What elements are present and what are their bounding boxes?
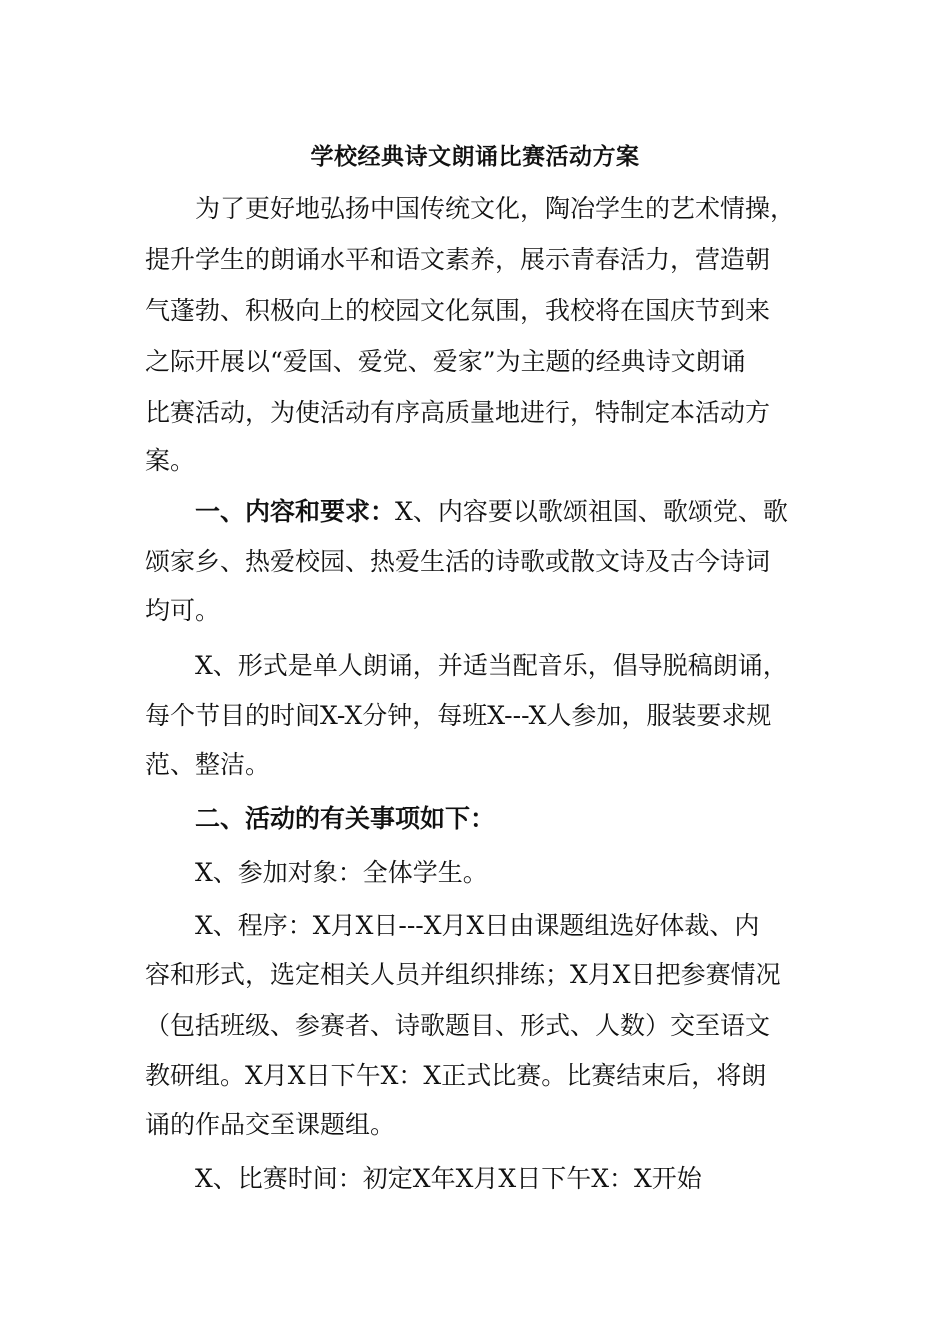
procedure-line: 教研组。X月X日下午X：X正式比赛。比赛结束后，将朗 (145, 1061, 767, 1090)
intro-line: 气蓬勃、积极向上的校园文化氛围，我校将在国庆节到来 (145, 296, 771, 325)
procedure-line: 容和形式，选定相关人员并组织排练；X月X日把参赛情况 (145, 960, 781, 989)
participants-line: X、参加对象：全体学生。 (195, 858, 488, 887)
section1-line: 均可。 (145, 596, 221, 625)
intro-line: 比赛活动，为使活动有序高质量地进行，特制定本活动方 (145, 398, 771, 427)
intro-line: 提升学生的朗诵水平和语文素养，展示青春活力，营造朝 (145, 245, 771, 274)
form-line: 每个节目的时间X-X分钟，每班X---X人参加，服装要求规 (145, 701, 772, 730)
procedure-line: X、程序：X月X日---X月X日由课题组选好体裁、内 (195, 911, 760, 940)
document-title: 学校经典诗文朗诵比赛活动方案 (310, 143, 640, 170)
section1-line: 颂家乡、热爱校园、热爱生活的诗歌或散文诗及古今诗词 (145, 547, 771, 576)
form-line: 范、整洁。 (145, 750, 271, 779)
schedule-line: X、比赛时间：初定X年X月X日下午X：X开始 (195, 1164, 702, 1193)
procedure-line: （包括班级、参赛者、诗歌题目、形式、人数）交至语文 (145, 1011, 771, 1040)
procedure-line: 诵的作品交至课题组。 (145, 1110, 396, 1139)
intro-line: 为了更好地弘扬中国传统文化，陶冶学生的艺术情操， (195, 194, 796, 223)
section1-text: X、内容要以歌颂祖国、歌颂党、歌 (395, 497, 788, 526)
section2-heading: 二、活动的有关事项如下： (195, 804, 496, 833)
form-line: X、形式是单人朗诵，并适当配音乐，倡导脱稿朗诵， (195, 651, 788, 680)
intro-line: 案。 (145, 446, 196, 475)
section1-first-line (195, 492, 788, 532)
section1-heading: 一、内容和要求： (195, 497, 396, 526)
intro-line: 之际开展以“爱国、爱党、爱家”为主题的经典诗文朗诵 (145, 347, 746, 376)
